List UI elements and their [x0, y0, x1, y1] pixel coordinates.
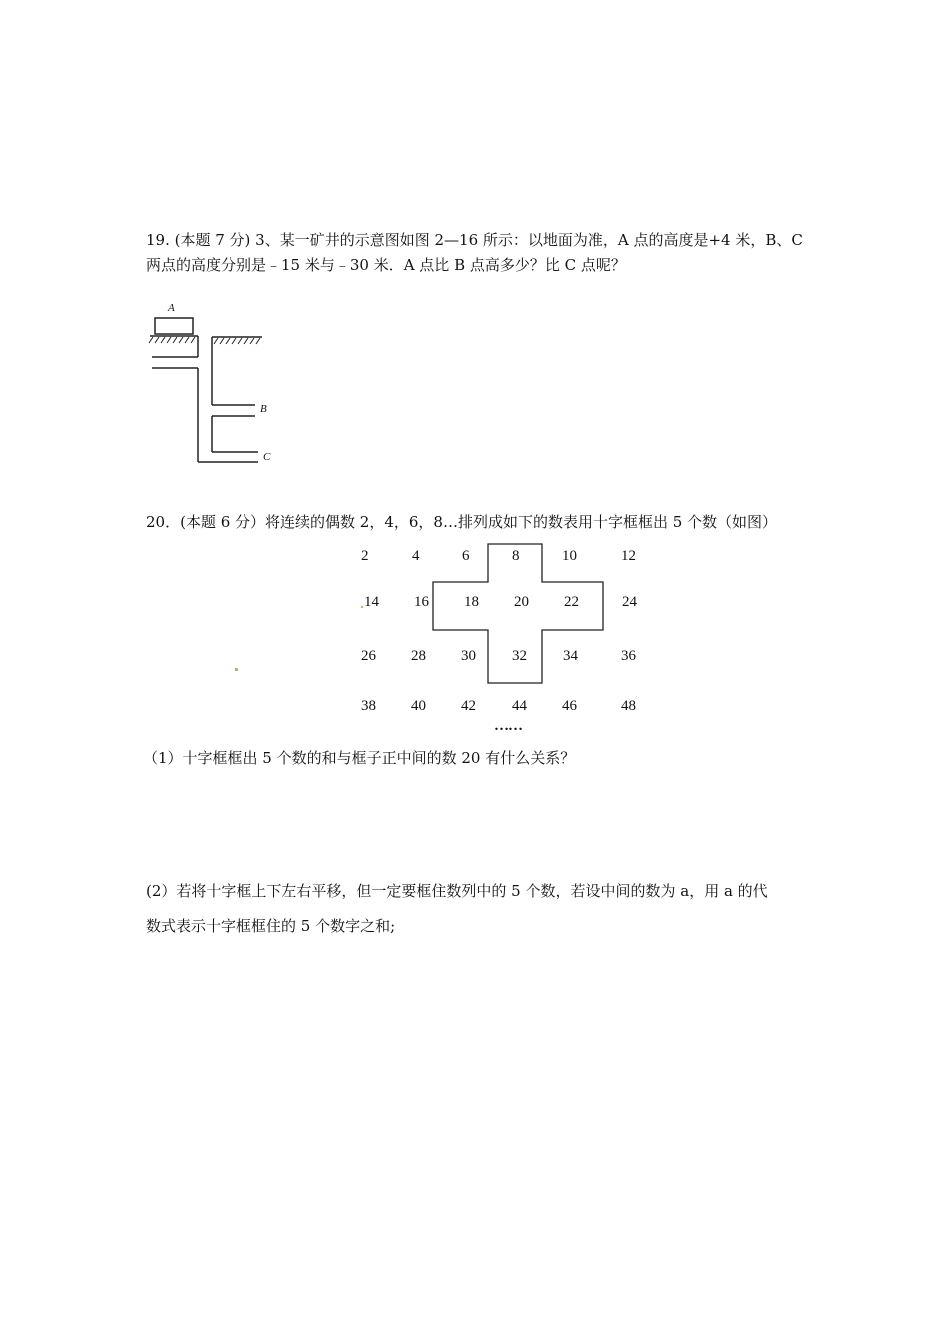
scan-speck [235, 668, 238, 671]
label-c: C [263, 451, 271, 463]
grid-cell: 48 [621, 698, 636, 714]
grid-cell: 8 [512, 548, 520, 564]
grid-cell: 30 [461, 648, 476, 664]
grid-cell: 26 [361, 648, 376, 664]
label-a: A [168, 302, 175, 314]
grid-cell: 42 [461, 698, 476, 714]
scan-speck [361, 606, 363, 608]
grid-cell: 24 [622, 594, 637, 610]
grid-cell: 34 [563, 648, 578, 664]
grid-cell: 10 [562, 548, 577, 564]
grid-cell: 14 [364, 594, 379, 610]
grid-cell: 38 [361, 698, 376, 714]
grid-cell: 44 [512, 698, 527, 714]
grid-cell: 36 [621, 648, 636, 664]
q20-line1: 20．(本题 6 分）将连续的偶数 2，4，6，8…排列成如下的数表用十字框框出 5 个数（如图） [146, 513, 778, 531]
label-b: B [260, 403, 267, 415]
grid-cell: 4 [412, 548, 420, 564]
grid-cell: 6 [462, 548, 470, 564]
grid-cell: 16 [414, 594, 429, 610]
q20-part2-line2: 数式表示十字框框住的 5 个数字之和; [146, 917, 396, 935]
grid-cell: 2 [361, 548, 369, 564]
grid-cell: 40 [411, 698, 426, 714]
grid-ellipsis: …… [494, 718, 522, 734]
grid-cell: 18 [464, 594, 479, 610]
q20-part1: （1）十字框框出 5 个数的和与框子正中间的数 20 有什么关系？ [143, 749, 576, 767]
q19-line1: 19. (本题 7 分) 3、某一矿井的示意图如图 2—16 所示：以地面为准，A 点的高度是+4 米，B、C [146, 231, 803, 249]
grid-cell: 46 [562, 698, 577, 714]
q19-line2: 两点的高度分别是﹣15 米与﹣30 米．A 点比 B 点高多少？比 C 点呢？ [146, 256, 626, 274]
q20-part2-line1: (2）若将十字框上下左右平移，但一定要框住数列中的 5 个数，若设中间的数为 a，用 a 的代 [146, 882, 768, 900]
grid-cell: 28 [411, 648, 426, 664]
grid-cell: 32 [512, 648, 527, 664]
grid-cell: 22 [564, 594, 579, 610]
grid-cell: 20 [514, 594, 529, 610]
grid-cell: 12 [621, 548, 636, 564]
